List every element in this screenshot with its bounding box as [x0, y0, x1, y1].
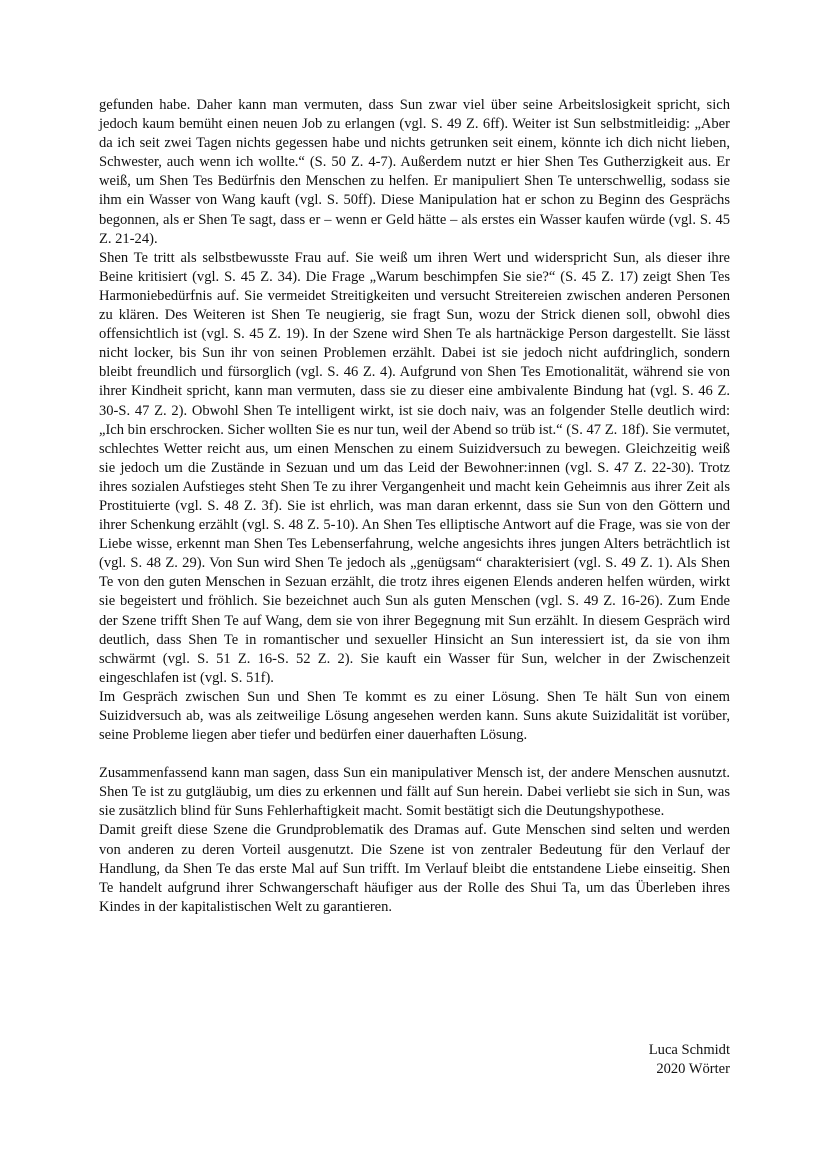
word-count: 2020 Wörter: [656, 1061, 730, 1078]
paragraph-sun-analysis: gefunden habe. Daher kann man vermuten, dass Sun zwar viel über seine Arbeitslosigkeit spricht, sich jedoch kaum bemüht einen neuen Job zu erlangen (vgl. S. 49 Z. 6ff). Weiter ist Sun selbstmitleidig: „Aber da ich seit zwei Tagen nichts gegessen habe und nichts getrunken seit einem, könnte ich dich nicht lieben, Schwester, auch wenn ich wollte.“ (S. 50 Z. 4-7). Außerdem nutzt er hier Shen Tes Gutherzigkeit aus. Er weiß, um Shen Tes Bedürfnis den Menschen zu helfen. Er manipuliert Shen Te unterschwellig, sodass sie ihm ein Wasser von Wang kauft (vgl. S. 50ff). Diese Manipulation hat er schon zu Beginn des Gesprächs begonnen, als er Shen Te sagt, dass er – wenn er Geld hätte – als erstes ein Wasser kaufen würde (vgl. S. 45 Z. 21-24).: [99, 97, 730, 247]
paragraph-outlook: Damit greift diese Szene die Grundproblematik des Dramas auf. Gute Menschen sind selten und werden von anderen zu deren Vorteil ausgenutzt. Die Szene ist von zentraler Bedeutung für den Verlauf der Handlung, da Shen Te das erste Mal auf Sun trifft. Im Verlauf bleibt die entstandene Liebe einseitig. Shen Te handelt aufgrund ihrer Schwangerschaft häufiger aus der Rolle des Shui Ta, um das Überleben ihres Kindes in der kapitalistischen Welt zu garantieren.: [99, 822, 730, 915]
essay-body: [99, 96, 730, 917]
author-name: Luca Schmidt: [648, 1042, 730, 1058]
paragraph-spacer: [99, 745, 730, 764]
paragraph-conclusion: Zusammenfassend kann man sagen, dass Sun ein manipulativer Mensch ist, der andere Menschen ausnutzt. Shen Te ist zu gutgläubig, um dies zu erkennen und fällt auf Sun herein. Dabei verliebt sie sich in Sun, was sie zusätzlich blind für Suns Fehlerhaftigkeit macht. Somit bestätigt sich die Deutungshypothese.: [99, 765, 730, 820]
paragraph-conflict-resolution: Im Gespräch zwischen Sun und Shen Te kommt es zu einer Lösung. Shen Te hält Sun von einem Suizidversuch ab, was als zeitweilige Lösung angesehen werden kann. Suns akute Suizidalität ist vorüber, seine Probleme liegen aber tiefer und bedürfen einer dauerhaften Lösung.: [99, 688, 730, 744]
paragraph-shen-te-analysis: Shen Te tritt als selbstbewusste Frau auf. Sie weiß um ihren Wert und widerspricht Sun, als dieser ihre Beine kritisiert (vgl. S. 45 Z. 34). Die Frage „Warum beschimpfen Sie sie?“ (S. 45 Z. 17) zeigt Shen Tes Harmoniebedürfnis auf. Sie vermeidet Streitigkeiten und versucht Streitereien zwischen anderen Personen zu klären. Des Weiteren ist Shen Te neugierig, sie fragt Sun, wozu der Strick dienen soll, obwohl dies offensichtlich ist (vgl. S. 45 Z. 19). In der Szene wird Shen Te als hartnäckige Person dargestellt. Sie lässt nicht locker, bis Sun ihr von seinen Problemen erzählt. Dabei ist sie jedoch nicht aufdringlich, sondern bleibt freundlich und fürsorglich (vgl. S. 46 Z. 4). Aufgrund von Shen Tes Emotionalität, während sie von ihrer Kindheit spricht, kann man vermuten, dass sie zu dieser eine ambivalente Bindung hat (vgl. S. 46 Z. 30-S. 47 Z. 2). Obwohl Shen Te intelligent wirkt, ist sie doch naiv, was an folgender Stelle deutlich wird: „Ich bin erschrocken. Sicher wollten Sie es nur tun, weil der Abend so trüb ist.“ (S. 47 Z. 18f). Sie vermutet, schlechtes Wetter reicht aus, um einen Menschen zu einem Suizidversuch zu bewegen. Gleichzeitig weiß sie jedoch um die Zustände in Sezuan und um das Leid der Bewohner:innen (vgl. S. 47 Z. 22-30). Trotz ihres sozialen Aufstieges steht Shen Te zu ihrer Vergangenheit und macht kein Geheimnis aus ihrer Zeit als Prostituierte (vgl. S. 48 Z. 3f). Sie ist ehrlich, was man daran erkennt, dass sie Sun von den Göttern und ihrer Schenkung erzählt (vgl. S. 48 Z. 5-10). An Shen Tes elliptische Antwort auf die Frage, was sie von der Liebe wisse, erkennt man Shen Tes Lebenserfahrung, welche angesichts ihres jungen Alters beträchtlich ist (vgl. S. 48 Z. 29). Von Sun wird Shen Te jedoch als „genügsam“ charakterisiert (vgl. S. 49 Z. 1). Als Shen Te von den guten Menschen in Sezuan erzählt, die trotz ihres eigenen Elends anderen helfen würden, wirkt sie begeistert und fröhlich. Sie bezeichnet auch Sun als guten Menschen (vgl. S. 49 Z. 16-26). Zum Ende der Szene trifft Shen Te auf Wang, dem sie von ihrer Begegnung mit Sun erzählt. In diesem Gespräch wird deutlich, dass Shen Te in romantischer und sexueller Hinsicht an Sun interessiert ist, da sie von ihm schwärmt (vgl. S. 51 Z. 16-S. 52 Z. 2). Sie kauft ein Wasser für Sun, welcher in der Zwischenzeit eingeschlafen ist (vgl. S. 51f).: [99, 249, 730, 686]
signature-block: [450, 1041, 730, 1080]
